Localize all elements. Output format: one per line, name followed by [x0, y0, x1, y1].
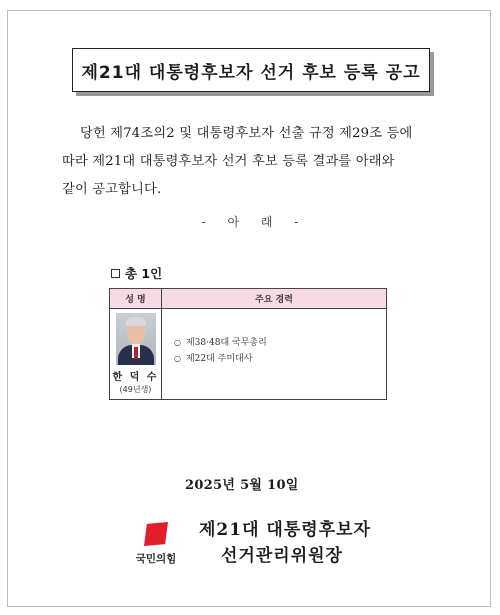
- candidate-birth: (49년생): [119, 385, 152, 394]
- notice-date: 2025년 5월 10일: [185, 478, 299, 493]
- header-name: 성 명: [110, 289, 162, 309]
- title-box: [72, 48, 430, 92]
- candidate-cell: [110, 309, 162, 400]
- intro-line: 따라 제21대 대통령후보자 선거 후보 등록 결과를 아래와: [62, 154, 395, 169]
- career-item: 제22대 주미대사: [185, 354, 253, 364]
- career-cell: [162, 309, 387, 400]
- circle-bullet-icon: ○: [174, 354, 181, 363]
- candidate-photo: [116, 313, 156, 365]
- list-item: [174, 335, 386, 351]
- career-item: 제38·48대 국무총리: [185, 338, 267, 348]
- signature-line: 제21대 대통령후보자: [199, 520, 371, 540]
- party-logo-icon: [144, 522, 168, 546]
- intro-line: 당헌 제74조의2 및 대통령후보자 선출 규정 제29조 등에: [80, 126, 413, 141]
- signature-line: 선거관리위원장: [221, 546, 343, 566]
- intro-line: 같이 공고합니다.: [62, 182, 162, 197]
- candidate-table: [109, 288, 387, 400]
- circle-bullet-icon: ○: [174, 338, 181, 347]
- table-header-row: [110, 289, 387, 309]
- header-career: 주요 경력: [162, 289, 387, 309]
- party-logo: [123, 522, 189, 572]
- candidate-name: 한 덕 수: [112, 372, 159, 383]
- party-logo-text: 국민의힘: [135, 553, 177, 565]
- intro-paragraph: [62, 120, 452, 204]
- checkbox-icon: [111, 269, 120, 278]
- career-list: [162, 335, 386, 367]
- total-count: [111, 264, 162, 282]
- table-row: [110, 309, 387, 400]
- list-item: [174, 351, 386, 367]
- section-separator: - 아 래 -: [201, 215, 299, 229]
- notice-title: 제21대 대통령후보자 선거 후보 등록 공고: [81, 62, 421, 83]
- signature-block: [199, 517, 371, 569]
- total-label: 총 1인: [125, 266, 163, 281]
